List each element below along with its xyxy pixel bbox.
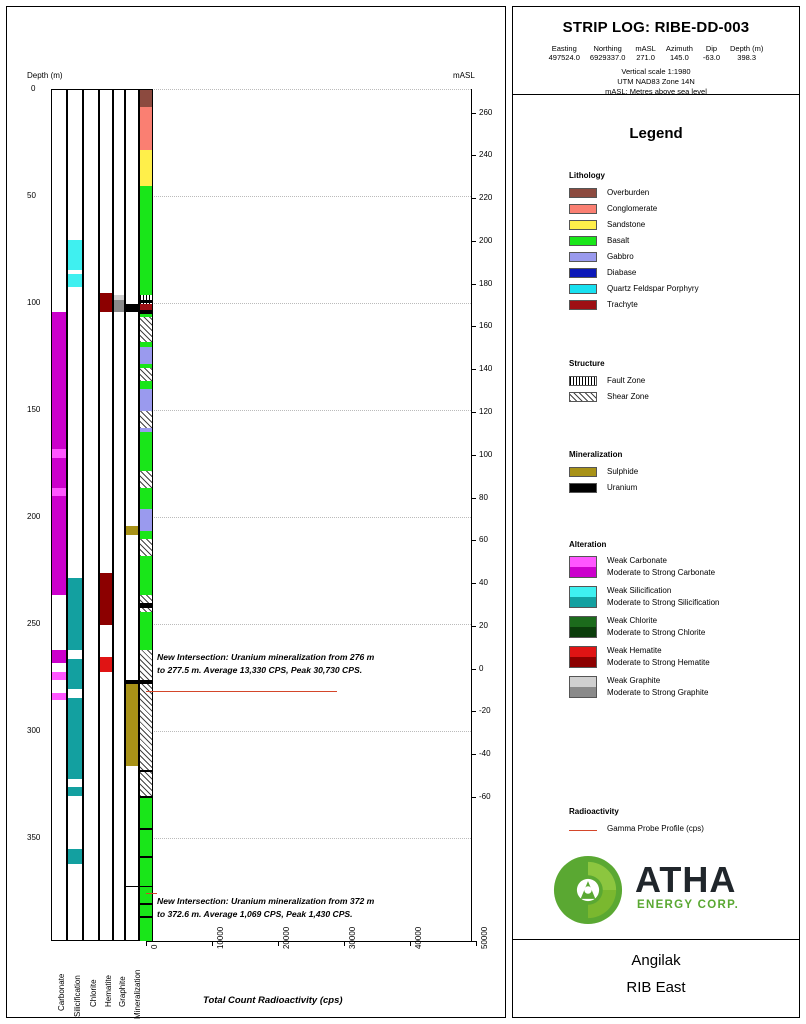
uranium-band bbox=[140, 603, 152, 607]
collar-info bbox=[513, 44, 799, 62]
masl-axis-label: mASL bbox=[453, 71, 475, 80]
collar-value: 497524.0 bbox=[548, 53, 580, 62]
track-carbonate bbox=[51, 89, 67, 941]
collar-key: Depth (m) bbox=[730, 44, 764, 53]
x-tick-mark bbox=[212, 941, 213, 946]
masl-tick-label: 260 bbox=[479, 107, 493, 117]
structure-interval bbox=[140, 368, 152, 381]
x-axis-line bbox=[146, 941, 476, 942]
footer-area: RIB East bbox=[626, 979, 686, 996]
legend-item bbox=[569, 266, 699, 279]
legend-label-weak: Weak Hematite bbox=[607, 646, 662, 655]
legend-item bbox=[569, 822, 704, 835]
collar-cell-2 bbox=[635, 44, 655, 62]
x-tick-mark bbox=[146, 941, 147, 946]
legend-label-strong: Moderate to Strong Hematite bbox=[607, 658, 710, 667]
track-lithology bbox=[139, 89, 153, 941]
depth-axis-label: Depth (m) bbox=[27, 71, 63, 80]
depth-tick-label: 150 bbox=[27, 404, 41, 414]
track-label-mineralization: Mineralization bbox=[133, 969, 142, 1019]
legend-section-heading: Mineralization bbox=[569, 450, 623, 459]
legend-item bbox=[569, 298, 699, 311]
x-tick-label: 20000 bbox=[282, 926, 291, 949]
collar-value: 6929337.0 bbox=[589, 53, 626, 62]
collar-key: Dip bbox=[705, 44, 718, 53]
mineralization-interval bbox=[126, 526, 138, 535]
atha-tagline: ENERGY CORP. bbox=[637, 899, 740, 911]
masl-tick-label: 200 bbox=[479, 235, 493, 245]
silicification-interval bbox=[68, 698, 82, 779]
legend-item bbox=[569, 218, 699, 231]
legend-title: Legend bbox=[629, 125, 683, 142]
masl-tick-label: 0 bbox=[479, 663, 484, 673]
legend-swatch bbox=[569, 236, 597, 246]
footer bbox=[513, 939, 799, 1017]
legend-swatch bbox=[569, 586, 597, 608]
silicification-interval bbox=[68, 787, 82, 796]
legend-section-heading: Alteration bbox=[569, 540, 607, 549]
legend-swatch bbox=[569, 830, 597, 831]
legend-swatch bbox=[569, 376, 597, 386]
track-label-chlorite: Chlorite bbox=[89, 979, 98, 1007]
legend-item bbox=[569, 202, 699, 215]
masl-tick-label: 240 bbox=[479, 150, 493, 160]
legend-label: Diabase bbox=[607, 268, 637, 277]
x-tick-mark bbox=[344, 941, 345, 946]
legend-section-radioactivity bbox=[569, 807, 704, 838]
legend-section-heading: Structure bbox=[569, 359, 605, 368]
legend-swatch bbox=[569, 676, 597, 698]
x-tick-label: 50000 bbox=[480, 926, 489, 949]
legend-item-pair bbox=[569, 645, 720, 669]
track-label-carbonate: Carbonate bbox=[57, 973, 66, 1011]
track-label-hematite: Hematite bbox=[104, 974, 113, 1007]
lithology-interval bbox=[140, 107, 152, 150]
track-hematite bbox=[99, 89, 113, 941]
atha-wordmark: ATHA bbox=[635, 859, 737, 900]
lithology-interval bbox=[140, 347, 152, 364]
uranium-band bbox=[140, 886, 152, 887]
legend-section-structure bbox=[569, 359, 649, 406]
legend-item bbox=[569, 390, 649, 403]
legend-swatch bbox=[569, 204, 597, 214]
depth-tick-label: 350 bbox=[27, 832, 41, 842]
x-tick-mark bbox=[410, 941, 411, 946]
legend-item-pair bbox=[569, 585, 720, 609]
hematite-interval bbox=[100, 657, 112, 672]
uranium-band bbox=[140, 856, 152, 858]
masl-tick-label: 140 bbox=[479, 364, 493, 374]
x-tick-label: 10000 bbox=[216, 926, 225, 949]
structure-interval bbox=[140, 539, 152, 556]
silicification-interval bbox=[68, 240, 82, 270]
legend-label-group bbox=[607, 585, 720, 609]
carbonate-interval bbox=[52, 488, 66, 497]
legend-label: Sulphide bbox=[607, 467, 639, 476]
annotation-intersection-1: New Intersection: Uranium mineralization from 276 m to 277.5 m. Average 13,330 CPS, Peak 30,730 CPS. bbox=[157, 652, 375, 675]
x-tick-label: 30000 bbox=[348, 926, 357, 949]
legend-section-mineralization bbox=[569, 450, 638, 497]
masl-tick-label: 60 bbox=[479, 535, 488, 545]
legend-item bbox=[569, 374, 649, 387]
legend-label: Basalt bbox=[607, 236, 630, 245]
legend-swatch bbox=[569, 467, 597, 477]
legend-label: Gabbro bbox=[607, 252, 634, 261]
legend-item bbox=[569, 250, 699, 263]
masl-tick-label: 160 bbox=[479, 321, 493, 331]
masl-tick-label: 120 bbox=[479, 407, 493, 416]
carbonate-interval bbox=[52, 578, 66, 595]
x-tick-label: 40000 bbox=[414, 926, 423, 949]
legend-label-strong: Moderate to Strong Chlorite bbox=[607, 628, 706, 637]
track-label-graphite: Graphite bbox=[118, 976, 127, 1007]
strip-log-title: STRIP LOG: RIBE-DD-003 bbox=[562, 19, 750, 36]
legend-label: Sandstone bbox=[607, 220, 646, 229]
legend-panel bbox=[512, 6, 800, 1018]
structure-interval bbox=[140, 650, 152, 795]
collar-key: Easting bbox=[551, 44, 577, 53]
collar-cell-0 bbox=[549, 44, 580, 62]
carbonate-interval bbox=[52, 458, 66, 488]
legend-swatch bbox=[569, 556, 597, 578]
legend-item bbox=[569, 465, 638, 478]
x-axis-title: Total Count Radioactivity (cps) bbox=[203, 995, 343, 1006]
collar-value: 398.3 bbox=[737, 53, 757, 62]
collar-cell-1 bbox=[590, 44, 625, 62]
carbonate-interval bbox=[52, 496, 66, 552]
silicification-interval bbox=[68, 659, 82, 689]
legend-label-group bbox=[607, 555, 715, 579]
uranium-band bbox=[140, 300, 152, 303]
carbonate-interval bbox=[52, 552, 66, 578]
uranium-band bbox=[140, 828, 152, 830]
silicification-interval bbox=[68, 578, 82, 651]
legend-item-pair bbox=[569, 675, 720, 699]
collar-cell-3 bbox=[666, 44, 693, 62]
carbonate-interval bbox=[52, 449, 66, 458]
legend-label-group bbox=[607, 645, 710, 669]
depth-tick-label: 200 bbox=[27, 511, 41, 521]
carbonate-interval bbox=[52, 312, 66, 449]
legend-label: Fault Zone bbox=[607, 376, 646, 385]
mineralization-interval bbox=[126, 680, 138, 683]
uranium-band bbox=[140, 796, 152, 798]
legend-label: Gamma Probe Profile (cps) bbox=[607, 824, 704, 833]
legend-section-heading: Radioactivity bbox=[569, 807, 619, 816]
collar-value: 271.0 bbox=[636, 53, 655, 62]
lithology-interval bbox=[140, 509, 152, 530]
masl-tick-label: 220 bbox=[479, 193, 493, 203]
carbonate-interval bbox=[52, 650, 66, 663]
structure-interval bbox=[140, 411, 152, 428]
uranium-band bbox=[140, 770, 152, 772]
legend-label-weak: Weak Carbonate bbox=[607, 556, 667, 565]
legend-item bbox=[569, 481, 638, 494]
track-graphite bbox=[113, 89, 125, 941]
legend-label-weak: Weak Graphite bbox=[607, 676, 661, 685]
legend-swatch bbox=[569, 284, 597, 294]
scale-line-2: mASL: Metres above sea level bbox=[605, 87, 707, 97]
masl-tick-label: -20 bbox=[479, 706, 491, 716]
collar-cell-4 bbox=[703, 44, 720, 62]
track-label-silicification: Silicification bbox=[73, 975, 82, 1017]
x-tick-label: 0 bbox=[150, 944, 159, 949]
gamma-peak-372m bbox=[146, 893, 157, 894]
legend-swatch bbox=[569, 220, 597, 230]
depth-tick-label: 300 bbox=[27, 725, 41, 735]
legend-label-strong: Moderate to Strong Graphite bbox=[607, 688, 709, 697]
collar-key: mASL bbox=[635, 44, 656, 53]
legend-section-heading: Lithology bbox=[569, 171, 605, 180]
track-silicification bbox=[67, 89, 83, 941]
legend-label: Trachyte bbox=[607, 300, 638, 309]
masl-axis-line bbox=[471, 89, 472, 941]
legend-swatch bbox=[569, 392, 597, 402]
lithology-interval bbox=[140, 186, 152, 295]
legend-swatch bbox=[569, 646, 597, 668]
uranium-band bbox=[140, 916, 152, 918]
legend-label-strong: Moderate to Strong Silicification bbox=[607, 598, 720, 607]
legend-label: Uranium bbox=[607, 483, 638, 492]
strip-log-panel bbox=[6, 6, 506, 1018]
silicification-interval bbox=[68, 274, 82, 287]
legend-item bbox=[569, 186, 699, 199]
lithology-interval bbox=[140, 150, 152, 186]
masl-tick-label: 100 bbox=[479, 449, 493, 459]
legend-label-strong: Moderate to Strong Carbonate bbox=[607, 568, 716, 577]
gamma-peak-276m bbox=[146, 691, 337, 692]
legend-label: Conglomerate bbox=[607, 204, 658, 213]
collar-key: Northing bbox=[593, 44, 622, 53]
legend-item bbox=[569, 282, 699, 295]
carbonate-interval bbox=[52, 672, 66, 681]
uranium-band bbox=[140, 310, 152, 313]
legend-item-pair bbox=[569, 555, 720, 579]
structure-interval bbox=[140, 471, 152, 488]
legend-section-alteration bbox=[569, 540, 720, 705]
legend-label: Overburden bbox=[607, 188, 650, 197]
legend-swatch bbox=[569, 188, 597, 198]
x-tick-mark bbox=[476, 941, 477, 946]
legend-swatch bbox=[569, 268, 597, 278]
legend-swatch bbox=[569, 252, 597, 262]
legend-label-weak: Weak Silicification bbox=[607, 586, 672, 595]
track-mineralization bbox=[125, 89, 139, 941]
legend-swatch bbox=[569, 300, 597, 310]
masl-tick-label: 20 bbox=[479, 620, 488, 630]
legend-label-group bbox=[607, 615, 705, 639]
scale-line-0: Vertical scale 1:1980 bbox=[621, 67, 691, 76]
hematite-interval bbox=[100, 293, 112, 312]
scale-info bbox=[513, 67, 799, 97]
masl-tick-label: 180 bbox=[479, 278, 493, 288]
strip-log-header bbox=[513, 7, 799, 95]
uranium-band bbox=[140, 680, 152, 683]
downhole-plot bbox=[7, 7, 507, 1019]
legend-item-pair bbox=[569, 615, 720, 639]
legend-section-lithology bbox=[569, 171, 699, 314]
masl-tick-label: 80 bbox=[479, 492, 488, 502]
depth-tick-label: 50 bbox=[27, 190, 36, 200]
scale-line-1: UTM NAD83 Zone 14N bbox=[617, 77, 695, 87]
footer-project: Angilak bbox=[631, 952, 681, 969]
collar-value: -63.0 bbox=[702, 53, 721, 62]
x-tick-mark bbox=[278, 941, 279, 946]
mineralization-interval bbox=[126, 680, 138, 766]
mineralization-interval bbox=[126, 304, 138, 313]
structure-interval bbox=[140, 317, 152, 343]
legend-label: Quartz Feldspar Porphyry bbox=[607, 284, 699, 293]
carbonate-interval bbox=[52, 693, 66, 699]
masl-tick-label: -40 bbox=[479, 749, 491, 759]
annotation-intersection-2: New Intersection: Uranium mineralization from 372 m to 372.6 m. Average 1,069 CPS, Peak 1,430 CPS. bbox=[157, 896, 375, 919]
silicification-interval bbox=[68, 849, 82, 864]
legend-swatch bbox=[569, 616, 597, 638]
legend-item bbox=[569, 234, 699, 247]
masl-tick-label: 40 bbox=[479, 578, 488, 588]
depth-tick-label: 100 bbox=[27, 297, 41, 307]
mineralization-interval bbox=[126, 886, 138, 887]
collar-value: 145.0 bbox=[669, 53, 689, 62]
depth-tick-label: 250 bbox=[27, 618, 41, 628]
legend-swatch bbox=[569, 483, 597, 493]
atha-logo bbox=[551, 851, 781, 931]
depth-tick-label: 0 bbox=[31, 84, 36, 93]
legend-label-weak: Weak Chlorite bbox=[607, 616, 658, 625]
legend-label-group bbox=[607, 675, 708, 699]
graphite-interval bbox=[114, 295, 124, 299]
hematite-interval bbox=[100, 573, 112, 624]
legend-label: Shear Zone bbox=[607, 392, 649, 401]
collar-key: Azimuth bbox=[665, 44, 693, 53]
uranium-band bbox=[140, 903, 152, 905]
masl-tick-label: -60 bbox=[479, 792, 491, 802]
track-chlorite bbox=[83, 89, 99, 941]
graphite-interval bbox=[114, 300, 124, 313]
lithology-interval bbox=[140, 90, 152, 107]
collar-cell-5 bbox=[730, 44, 763, 62]
atha-logo-mark bbox=[551, 853, 625, 927]
